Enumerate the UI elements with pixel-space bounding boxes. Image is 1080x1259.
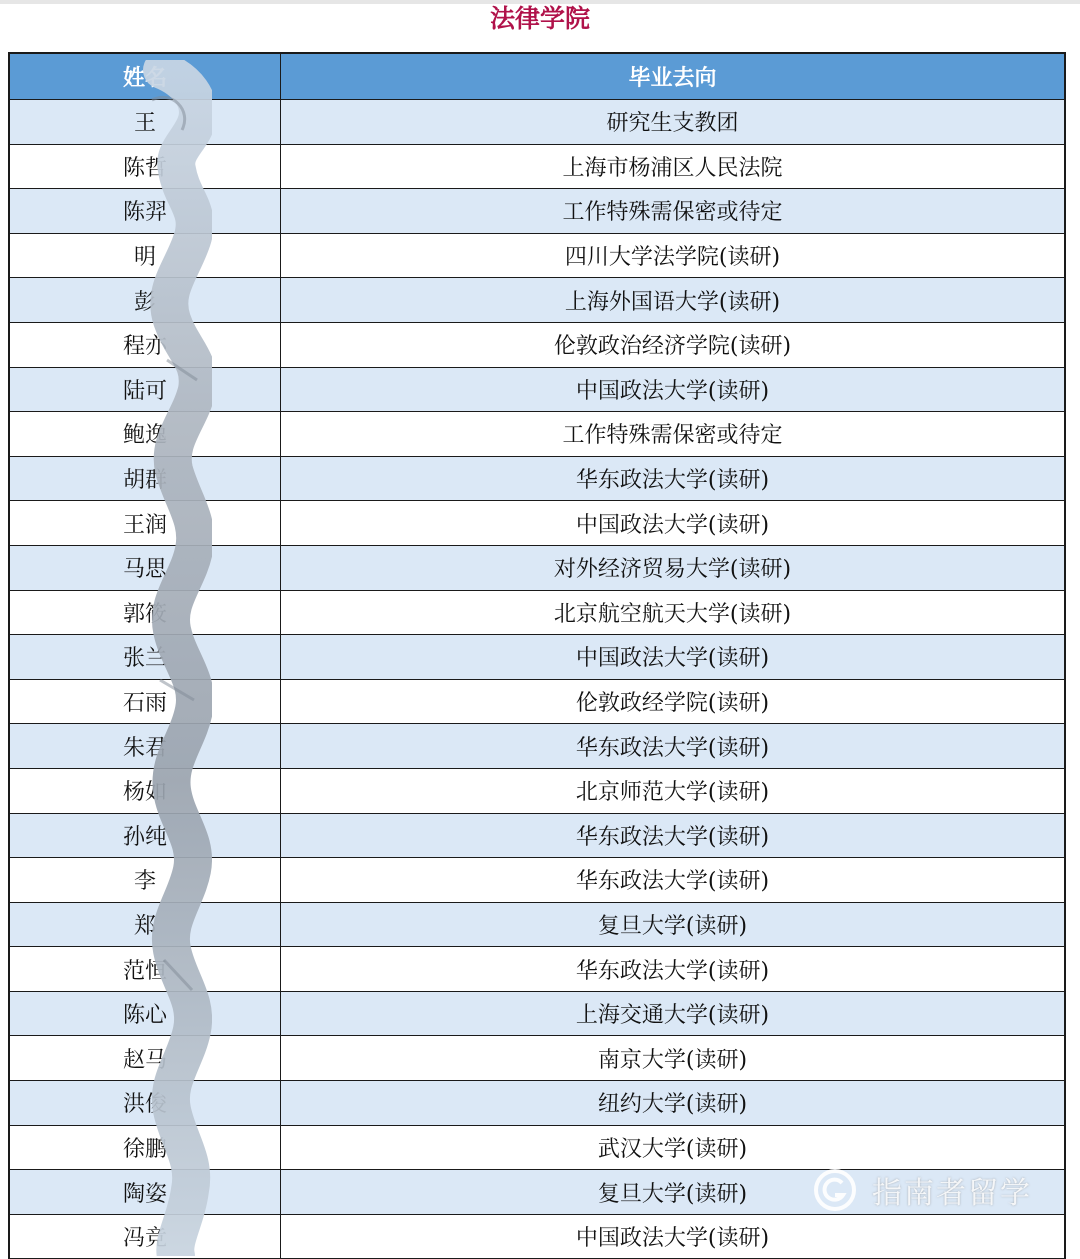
cell-name: 陶姿 <box>10 1170 281 1214</box>
cell-destination: 复旦大学(读研) <box>597 1181 748 1207</box>
cell-destination: 工作特殊需保密或待定 <box>562 423 783 449</box>
table-row <box>10 189 1064 234</box>
cell-name: 郑 <box>10 903 281 947</box>
cell-destination: 对外经济贸易大学(读研) <box>553 557 792 583</box>
cell-destination: 华东政法大学(读研) <box>575 735 770 761</box>
cell-destination: 复旦大学(读研) <box>597 913 748 939</box>
cell-destination: 四川大学法学院(读研) <box>564 245 781 271</box>
table-row <box>10 724 1064 769</box>
table-row <box>10 278 1064 323</box>
cell-name: 徐鹏 <box>10 1126 281 1170</box>
table-row <box>10 591 1064 636</box>
cell-destination: 中国政法大学(读研) <box>575 646 770 672</box>
cell-destination: 研究生支教团 <box>606 111 739 137</box>
cell-name: 王 <box>10 100 281 144</box>
cell-name: 洪俊 <box>10 1081 281 1125</box>
cell-destination: 纽约大学(读研) <box>597 1092 748 1118</box>
table-row <box>10 680 1064 725</box>
cell-name: 陈心 <box>10 992 281 1036</box>
cell-destination: 南京大学(读研) <box>597 1047 748 1073</box>
page-title: 法律学院 <box>489 4 590 33</box>
table-row <box>10 635 1064 680</box>
cell-destination: 华东政法大学(读研) <box>575 958 770 984</box>
cell-destination: 北京师范大学(读研) <box>575 780 770 806</box>
table-row <box>10 814 1064 859</box>
table-row <box>10 234 1064 279</box>
table-row <box>10 1215 1064 1259</box>
cell-name: 石雨 <box>10 680 281 724</box>
cell-destination: 华东政法大学(读研) <box>575 869 770 895</box>
cell-destination: 中国政法大学(读研) <box>575 378 770 404</box>
cell-name: 赵马 <box>10 1036 281 1080</box>
watermark-text: 指南者留学 <box>872 1176 1032 1211</box>
column-header-destination: 毕业去向 <box>628 66 717 91</box>
cell-destination: 上海交通大学(读研) <box>575 1003 770 1029</box>
cell-destination: 武汉大学(读研) <box>597 1136 748 1162</box>
table-body <box>10 100 1064 1259</box>
table-row <box>10 457 1064 502</box>
cell-name: 鲍逸 <box>10 412 281 456</box>
cell-name: 胡群 <box>10 457 281 501</box>
table-row <box>10 992 1064 1037</box>
cell-name: 陈羿 <box>10 189 281 233</box>
cell-name: 朱君 <box>10 724 281 768</box>
table-header-row <box>10 54 1064 100</box>
cell-destination: 华东政法大学(读研) <box>575 824 770 850</box>
cell-name: 陈哲 <box>10 145 281 189</box>
table-row <box>10 100 1064 145</box>
cell-name: 范恒 <box>10 947 281 991</box>
cell-name: 冯竞 <box>10 1215 281 1259</box>
table-row <box>10 323 1064 368</box>
table-row <box>10 1081 1064 1126</box>
cell-destination: 华东政法大学(读研) <box>575 468 770 494</box>
table-row <box>10 903 1064 948</box>
column-header-name: 姓名 <box>10 54 281 99</box>
cell-name: 陆可 <box>10 368 281 412</box>
table-row <box>10 368 1064 413</box>
table-row <box>10 858 1064 903</box>
cell-destination: 伦敦政治经济学院(读研) <box>553 334 792 360</box>
cell-destination: 上海外国语大学(读研) <box>564 289 781 315</box>
cell-name: 明 <box>10 234 281 278</box>
watermark <box>812 1160 1042 1220</box>
gz-logo-icon <box>812 1167 858 1213</box>
cell-name: 郭筱 <box>10 591 281 635</box>
cell-destination: 中国政法大学(读研) <box>575 1226 770 1252</box>
cell-name: 杨如 <box>10 769 281 813</box>
cell-name: 王润 <box>10 501 281 545</box>
cell-destination: 上海市杨浦区人民法院 <box>562 155 783 181</box>
cell-destination: 工作特殊需保密或待定 <box>562 200 783 226</box>
table-row <box>10 412 1064 457</box>
table-row <box>10 947 1064 992</box>
graduation-table <box>8 52 1066 1259</box>
cell-destination: 中国政法大学(读研) <box>575 512 770 538</box>
cell-name: 李 <box>10 858 281 902</box>
cell-name: 马思 <box>10 546 281 590</box>
table-row <box>10 1036 1064 1081</box>
cell-name: 孙纯 <box>10 814 281 858</box>
table-row <box>10 145 1064 190</box>
table-row <box>10 546 1064 591</box>
cell-name: 彭 <box>10 278 281 322</box>
cell-name: 程亦 <box>10 323 281 367</box>
table-row <box>10 501 1064 546</box>
cell-destination: 北京航空航天大学(读研) <box>553 601 792 627</box>
cell-destination: 伦敦政经学院(读研) <box>575 691 770 717</box>
table-row <box>10 769 1064 814</box>
cell-name: 张兰 <box>10 635 281 679</box>
